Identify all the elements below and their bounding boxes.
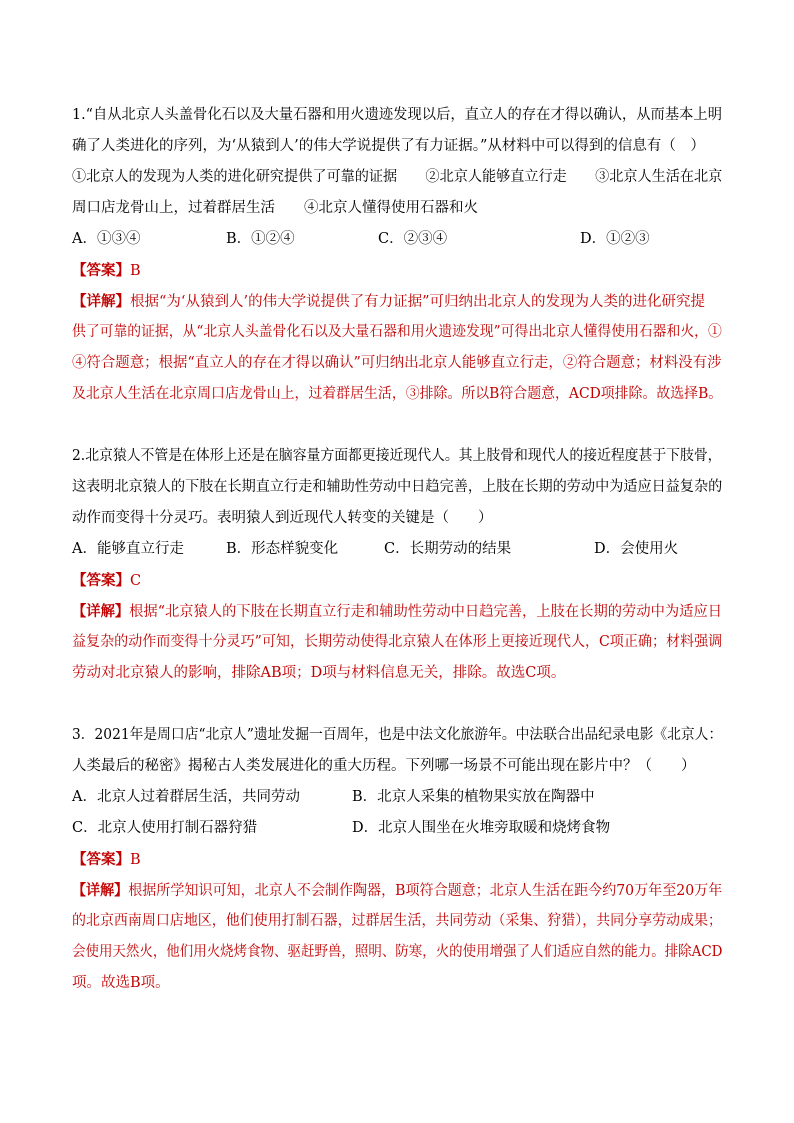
- detail-line: 供了可靠的证据，从“北京人头盖骨化石以及大量石器和用火遗迹发现”可得出北京人懂得使用石器和火，①: [72, 324, 722, 340]
- option-d: D．①②③: [580, 231, 650, 247]
- detail-line: 【详解】根据“北京猿人的下肢在长期直立行走和辅助性劳动中日趋完善，上肢在长期的劳动中为适应日: [72, 603, 723, 620]
- detail-line: 的北京西南周口店地区，他们使用打制石器，过群居生活，共同劳动（采集、狩猎），共同分享劳动成果；: [72, 913, 722, 929]
- question-stem-line: 动作而变得十分灵巧。表明猿人到近现代人转变的关键是（ ）: [72, 510, 493, 526]
- answer-line: [72, 255, 722, 286]
- question-2: [72, 441, 722, 689]
- question-3: [72, 720, 722, 999]
- detail-line: 项。故选B项。: [72, 975, 170, 991]
- answer-value: B: [130, 852, 141, 868]
- option-d: D．会使用火: [594, 541, 679, 557]
- question-stem-line: 这表明北京猿人的下肢在长期直立行走和辅助性劳动中日趋完善，上肢在长期的劳动中为适应日益复杂的: [72, 479, 723, 495]
- option-a: A．北京人过着群居生活，共同劳动: [72, 789, 300, 805]
- answer-value: C: [130, 573, 142, 589]
- question-stem-line: ①北京人的发现为人类的进化研究提供了可靠的证据 ②北京人能够直立行走 ③北京人生活在北京: [72, 169, 723, 185]
- detail-block: [72, 286, 722, 410]
- detail-tag: 【详解】: [72, 882, 129, 899]
- answer-line: [72, 565, 722, 596]
- question-stem-line: 确了人类进化的序列，为‘从猿到人’的伟大学说提供了有力证据。”从材料中可以得到的信息有（ ）: [72, 138, 705, 154]
- detail-line: 劳动对北京猿人的影响，排除AB项；D项与材料信息无关，排除。故选C项。: [72, 665, 566, 681]
- option-b: B．形态样貌变化: [226, 541, 339, 557]
- question-stem-line: 2.北京猿人不管是在体形上还是在脑容量方面都更接近现代人。其上肢骨和现代人的接近程度甚于下肢骨，: [72, 448, 722, 464]
- detail-line: 会使用天然火，他们用火烧烤食物、驱赶野兽，照明、防寒，火的使用增强了人们适应自然的能力。排除ACD: [72, 944, 723, 960]
- option-d: D．北京人围坐在火堆旁取暖和烧烤食物: [352, 820, 611, 836]
- detail-tag: 【详解】: [72, 293, 130, 310]
- question-stem-line: 周口店龙骨山上，过着群居生活 ④北京人懂得使用石器和火: [72, 200, 478, 216]
- option-a: A．能够直立行走: [72, 541, 184, 557]
- option-c: C．长期劳动的结果: [384, 541, 512, 557]
- detail-line: 【详解】根据“为‘从猿到人’的伟大学说提供了有力证据”可归纳出北京人的发现为人类的进化研究提: [72, 293, 706, 310]
- detail-block: [72, 596, 722, 689]
- answer-tag: 【答案】: [72, 851, 130, 868]
- options-row: [72, 813, 722, 844]
- detail-line: 益复杂的动作而变得十分灵巧”可知，长期劳动使得北京猿人在体形上更接近现代人，C项正确；材料强调: [72, 634, 723, 650]
- detail-line: ④符合题意；根据“直立人的存在才得以确认”可归纳出北京人能够直立行走，②符合题意；材料没有涉: [72, 355, 722, 371]
- answer-line: [72, 844, 722, 875]
- detail-tag: 【详解】: [72, 603, 130, 620]
- option-c: C．②③④: [378, 231, 448, 247]
- detail-block: [72, 875, 722, 999]
- detail-line: 【详解】根据所学知识可知，北京人不会制作陶器，B项符合题意；北京人生活在距今约70万年至20万年: [72, 882, 723, 899]
- option-c: C．北京人使用打制石器狩猎: [72, 820, 258, 836]
- option-b: B．①②④: [226, 231, 295, 247]
- answer-value: B: [130, 263, 141, 279]
- answer-tag: 【答案】: [72, 262, 130, 279]
- options-row: [72, 534, 722, 565]
- options-row: [72, 782, 722, 813]
- option-a: A．①③④: [72, 231, 141, 247]
- options-row: [72, 224, 722, 255]
- answer-tag: 【答案】: [72, 572, 130, 589]
- question-stem-line: 1.“自从北京人头盖骨化石以及大量石器和用火遗迹发现以后，直立人的存在才得以确认，从而基本上明: [72, 107, 723, 123]
- detail-line: 及北京人生活在北京周口店龙骨山上，过着群居生活，③排除。所以B符合题意，ACD项排除。故选择B。: [72, 386, 723, 402]
- question-stem-line: 3．2021年是周口店“北京人”遗址发掘一百周年，也是中法文化旅游年。中法联合出品纪录电影《北京人：: [72, 727, 723, 743]
- option-b: B．北京人采集的植物果实放在陶器中: [352, 789, 595, 805]
- question-stem-line: 人类最后的秘密》揭秘古人类发展进化的重大历程。下列哪一场景不可能出现在影片中？（ ）: [72, 758, 696, 774]
- question-1: [72, 100, 722, 410]
